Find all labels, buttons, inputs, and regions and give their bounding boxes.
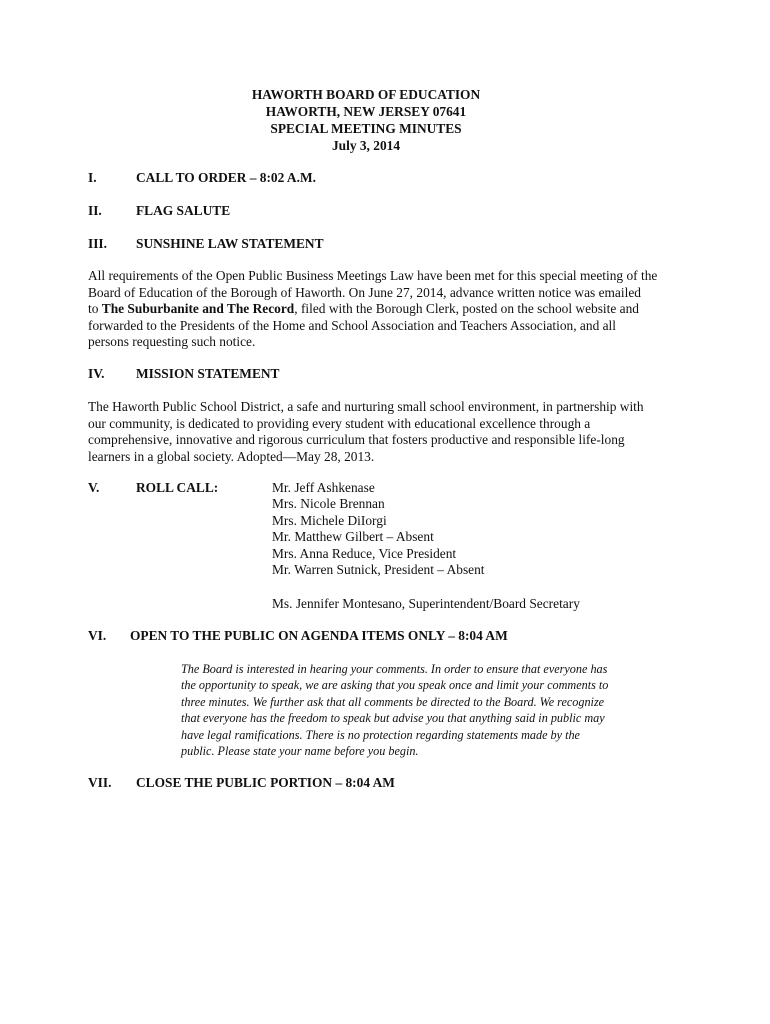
section-sunshine-law: [88, 236, 324, 253]
roll-call-member: Mr. Warren Sutnick, President – Absent: [272, 562, 485, 578]
sunshine-statement: [88, 268, 688, 351]
section-call-to-order: [88, 170, 316, 187]
text-line: have legal ramifications. There is no protection regarding statements made by the: [181, 727, 580, 742]
text-line: comprehensive, innovative and rigorous curriculum that fosters productive and responsible life-long: [88, 432, 625, 447]
text-line: persons requesting such notice.: [88, 334, 256, 349]
newspaper-names: The Suburbanite and The Record: [101, 301, 295, 316]
text-line: learners in a global society. Adopted—May 28, 2013.: [88, 448, 375, 464]
roll-call-label: ROLL CALL:: [136, 480, 219, 495]
section-mission-statement: [88, 366, 279, 383]
text-line: forwarded to the Presidents of the Home and School Association and Teachers Association, and all: [88, 317, 616, 333]
text-line: Board of Education of the Borough of Haworth. On June 27, 2014, advance written notice was emailed: [88, 284, 641, 300]
document-header: [0, 86, 732, 154]
section-number: VI.: [88, 628, 107, 643]
section-roll-call-number: [88, 480, 136, 497]
text-line: three minutes. We further ask that all comments be directed to the Board. We recognize: [181, 694, 605, 709]
text-fragment: to: [88, 301, 102, 316]
roll-call-member: Mrs. Michele DiIorgi: [272, 512, 387, 528]
section-title: CALL TO ORDER – 8:02 A.M.: [136, 170, 316, 185]
roll-call-member: Mrs. Nicole Brennan: [272, 496, 385, 512]
text-line: the opportunity to speak, we are asking that you speak once and limit your comments to: [181, 678, 609, 693]
text-fragment: , filed with the Borough Clerk, posted on the school website and: [294, 301, 639, 316]
meeting-date: July 3, 2014: [331, 138, 401, 153]
roll-call-list: [272, 480, 485, 578]
roll-call-member: Mr. Matthew Gilbert – Absent: [272, 529, 434, 545]
section-number: I.: [88, 170, 97, 185]
section-close-public-portion: [88, 775, 395, 792]
mission-statement-text: [88, 399, 688, 465]
section-number: III.: [88, 236, 107, 251]
section-title: OPEN TO THE PUBLIC ON AGENDA ITEMS ONLY – 8:04 AM: [130, 628, 508, 643]
section-title: SUNSHINE LAW STATEMENT: [136, 236, 324, 251]
board-location: HAWORTH, NEW JERSEY 07641: [265, 104, 467, 119]
section-title: MISSION STATEMENT: [136, 366, 280, 381]
section-number: II.: [88, 203, 102, 218]
text-line: The Haworth Public School District, a safe and nurturing small school environment, in partnership with: [88, 399, 644, 414]
text-line: our community, is dedicated to providing every student with educational excellence through a: [88, 415, 591, 431]
roll-call-member: Mrs. Anna Reduce, Vice President: [272, 545, 457, 561]
document-title: SPECIAL MEETING MINUTES: [270, 121, 462, 136]
public-comment-notice: [181, 661, 681, 759]
section-title: FLAG SALUTE: [136, 203, 231, 218]
text-line: [88, 301, 688, 318]
text-line: All requirements of the Open Public Business Meetings Law have been met for this special meeting of the: [88, 268, 658, 283]
section-title: CLOSE THE PUBLIC PORTION – 8:04 AM: [136, 775, 395, 790]
text-line: The Board is interested in hearing your comments. In order to ensure that everyone has: [181, 662, 608, 676]
section-flag-salute: [88, 203, 230, 220]
roll-call-member: Mr. Jeff Ashkenase: [272, 480, 375, 495]
section-number: V.: [88, 480, 100, 495]
section-number: VII.: [88, 775, 112, 790]
text-line: public. Please state your name before you begin.: [181, 744, 419, 759]
section-number: IV.: [88, 366, 105, 381]
superintendent-entry: Ms. Jennifer Montesano, Superintendent/Board Secretary: [272, 596, 580, 611]
board-name: HAWORTH BOARD OF EDUCATION: [251, 87, 481, 102]
section-open-to-public: [88, 628, 508, 645]
text-line: that everyone has the freedom to speak but advise you that anything said in public may: [181, 711, 605, 726]
